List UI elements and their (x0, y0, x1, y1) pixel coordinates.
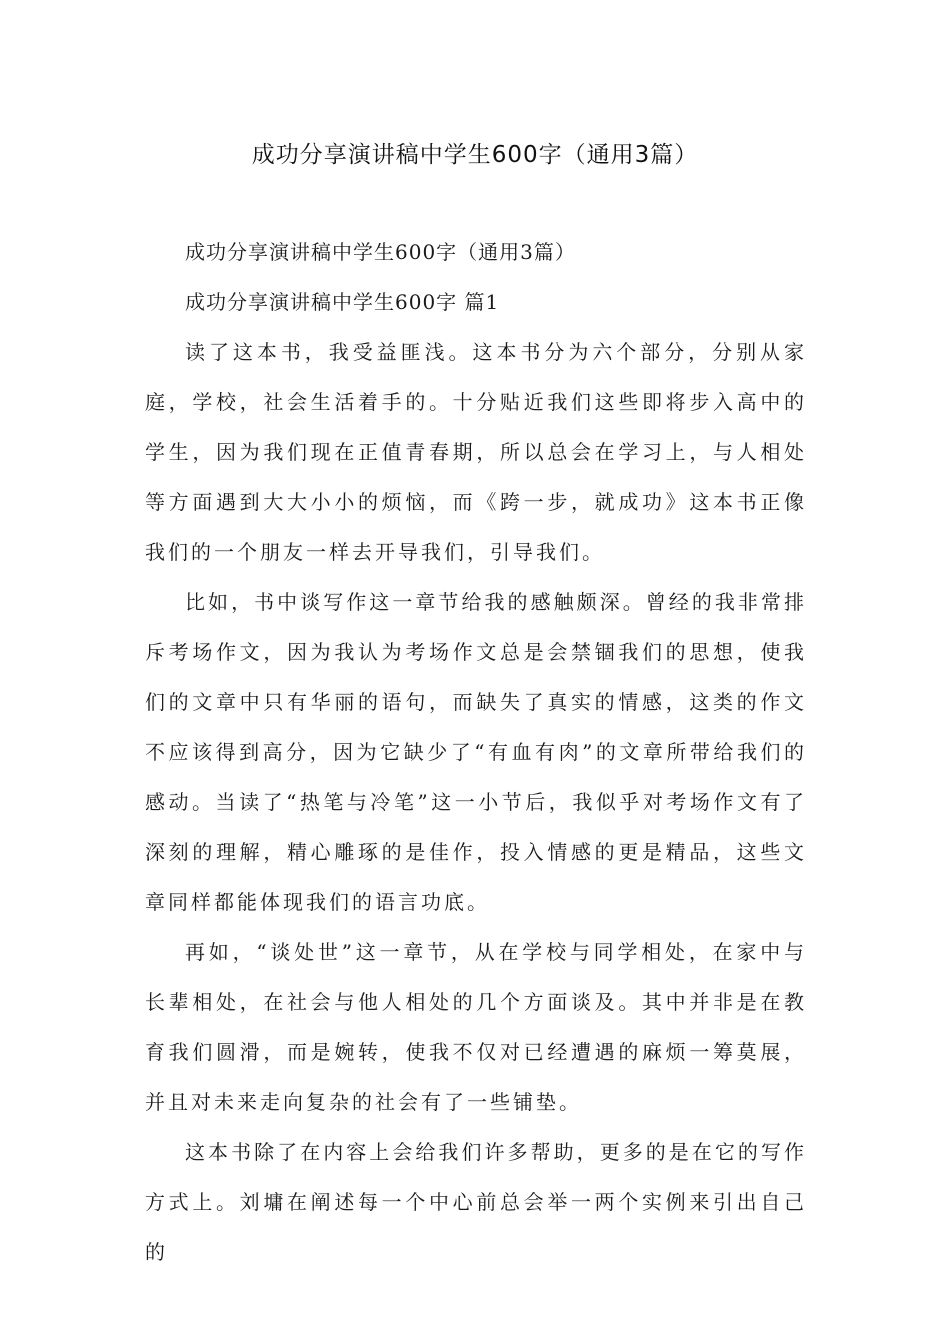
subtitle-line: 成功分享演讲稿中学生600字（通用3篇） (185, 240, 576, 264)
paragraph-4: 这本书除了在内容上会给我们许多帮助，更多的是在它的写作方式上。刘墉在阐述每一个中心前总会举一两个实例来引出自己的 (145, 1140, 807, 1264)
paragraph-3: 再如，“谈处世”这一章节，从在学校与同学相处，在家中与长辈相处，在社会与他人相处的几个方面谈及。其中并非是在教育我们圆滑，而是婉转，使我不仅对已经遭遇的麻烦一筹莫展，并且对未来走向复杂的社会有了一些铺垫。 (145, 940, 807, 1114)
document-body (145, 227, 807, 1277)
section-heading: 成功分享演讲稿中学生600字 篇1 (185, 290, 500, 314)
paragraph-1: 读了这本书，我受益匪浅。这本书分为六个部分，分别从家庭，学校，社会生活着手的。十分贴近我们这些即将步入高中的学生，因为我们现在正值青春期，所以总会在学习上，与人相处等方面遇到大大小小的烦恼，而《跨一步，就成功》这本书正像我们的一个朋友一样去开导我们，引导我们。 (145, 340, 807, 564)
paragraph-2: 比如，书中谈写作这一章节给我的感触颇深。曾经的我非常排斥考场作文，因为我认为考场作文总是会禁锢我们的思想，使我们的文章中只有华丽的语句，而缺失了真实的情感，这类的作文不应该得到高分，因为它缺少了“有血有肉”的文章所带给我们的感动。当读了“热笔与冷笔”这一小节后，我似乎对考场作文有了深刻的理解，精心雕琢的是佳作，投入情感的更是精品，这些文章同样都能体现我们的语言功底。 (145, 590, 807, 914)
document-title: 成功分享演讲稿中学生600字（通用3篇） (251, 142, 699, 168)
